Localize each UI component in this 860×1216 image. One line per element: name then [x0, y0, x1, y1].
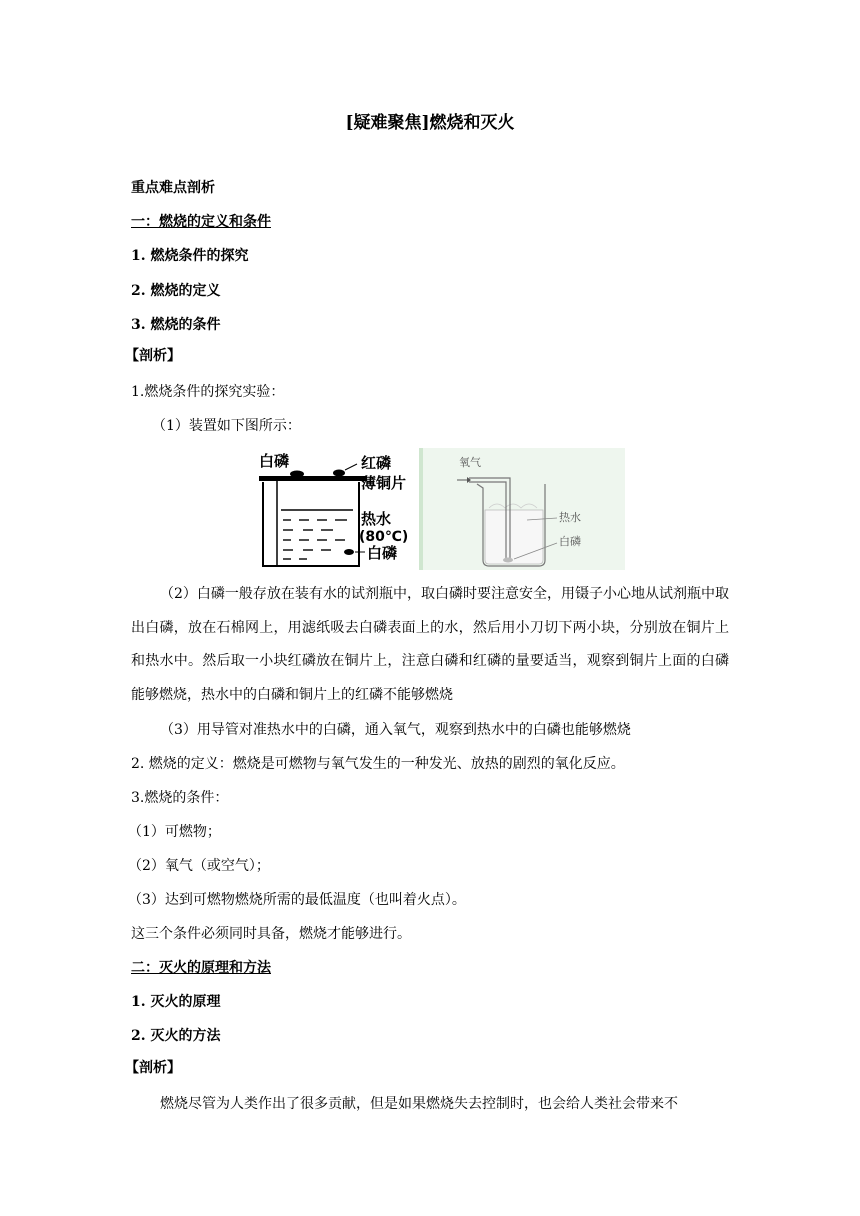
label-red-phosphorus: 红磷 [361, 454, 392, 472]
section2-heading: 二：灭火的原理和方法 [131, 960, 271, 976]
experiment-title: 1.燃烧条件的探究实验： [131, 384, 285, 400]
conditions-note: 这三个条件必须同时具备，燃烧才能够进行。 [131, 926, 411, 942]
label-hot-water-right: 热水 [559, 511, 581, 524]
section1-item-1: 1. 燃烧条件的探究 [131, 248, 249, 264]
section1-item-2: 2. 燃烧的定义 [131, 283, 221, 299]
section2-paragraph: 燃烧尽管为人类作出了很多贡献，但是如果燃烧失去控制时，也会给人类社会带来不 [160, 1096, 678, 1112]
experiment-step-2 [131, 578, 729, 712]
label-white-phosphorus-top: 白磷 [259, 452, 290, 470]
oxygen-beaker-diagram [419, 448, 625, 570]
label-oxygen: 氧气 [459, 456, 481, 469]
experiment-step-1: （1）装置如下图所示： [152, 418, 301, 434]
label-copper-sheet: 薄铜片 [361, 474, 407, 492]
section1-heading: 一：燃烧的定义和条件 [131, 214, 271, 230]
experiment-figure [257, 448, 625, 570]
condition-3: （3）达到可燃物燃烧所需的最低温度（也叫着火点）。 [128, 892, 466, 908]
section1-item-3: 3. 燃烧的条件 [131, 317, 221, 333]
conditions-title: 3.燃烧的条件： [131, 790, 229, 806]
condition-1: （1）可燃物； [128, 824, 221, 840]
section1-analysis-label: 【剖析】 [125, 348, 181, 364]
label-white-phosphorus-bottom: 白磷 [367, 544, 398, 562]
combustion-definition: 2. 燃烧的定义：燃烧是可燃物与氧气发生的一种发光、放热的剧烈的氧化反应。 [131, 756, 625, 772]
experiment-step-3: （3）用导管对准热水中的白磷，通入氧气，观察到热水中的白磷也能够燃烧 [160, 722, 631, 738]
section2-item-2: 2. 灭火的方法 [131, 1028, 221, 1044]
label-hot-water: 热水 [361, 510, 392, 528]
condition-2: （2）氧气（或空气）； [128, 858, 270, 874]
main-heading: 重点难点剖析 [131, 180, 215, 196]
combustion-apparatus-diagram [257, 448, 419, 570]
label-white-phosphorus-right: 白磷 [559, 535, 581, 548]
experiment-step-2-text: （2）白磷一般存放在装有水的试剂瓶中，取白磷时要注意安全，用镊子小心地从试剂瓶中取出白磷，放在石棉网上，用滤纸吸去白磷表面上的水，然后用小刀切下两小块，分别放在铜片上和热水中。然后取一小块红磷放在铜片上，注意白磷和红磷的量要适当，观察到铜片上面的白磷能够燃烧，热水中的白磷和铜片上的红磷不能够燃烧 [131, 586, 729, 703]
section2-analysis-label: 【剖析】 [125, 1060, 181, 1076]
label-temperature: (80℃) [359, 529, 409, 545]
document-title: [疑难聚焦]燃烧和灭火 [345, 113, 515, 133]
section2-item-1: 1. 灭火的原理 [131, 994, 221, 1010]
